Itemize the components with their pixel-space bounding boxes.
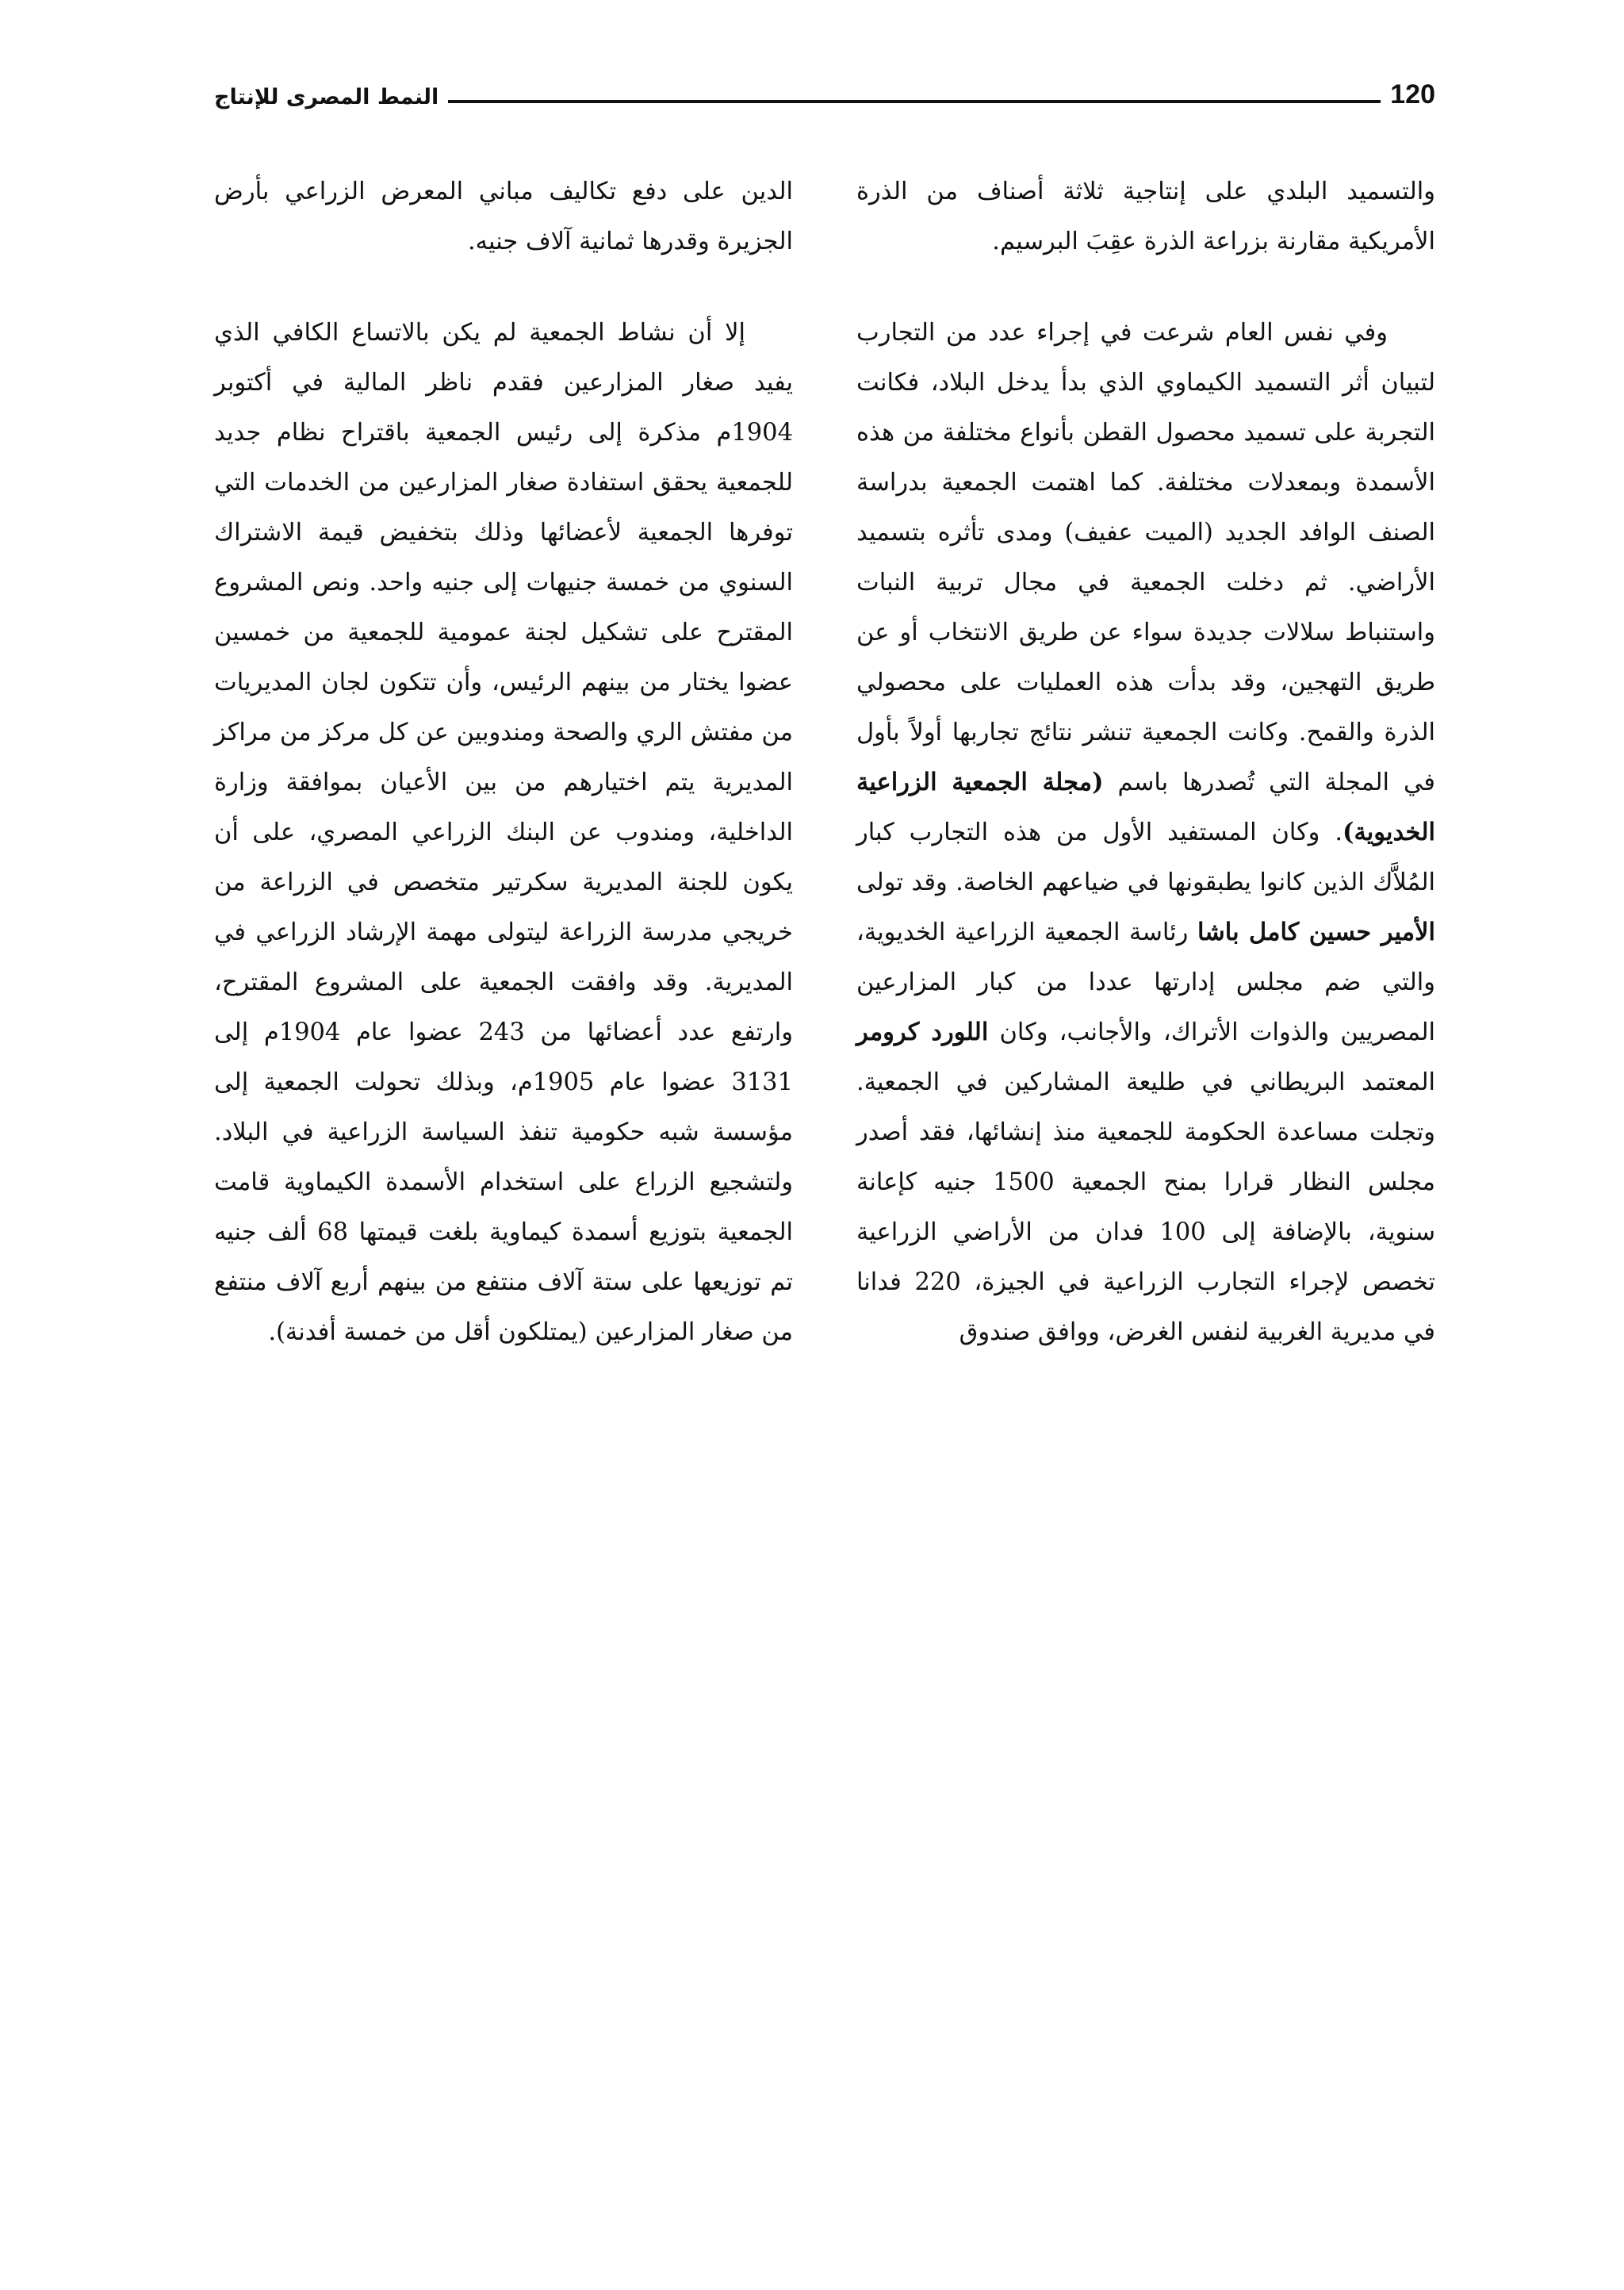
person-name: الأمير حسين كامل باشا <box>1197 918 1435 946</box>
running-header <box>214 70 1435 108</box>
right-column-paragraph-2 <box>856 308 1435 1357</box>
right-column-text: رئاسة الجمعية الزراعية الخديوية، والتي ضم مجلس إدارتها عددا من كبار المزارعين المصريين والذوات الأتراك، والأجانب، وكان <box>856 919 1435 1046</box>
right-column-text: وفي نفس العام شرعت في إجراء عدد من التجارب لتبيان أثر التسميد الكيماوي الذي بدأ يدخل البلاد، فكانت التجربة على تسميد محصول القطن بأنواع مختلفة من هذه الأسمدة وبمعدلات مختلفة. كما اهتمت الجمعية بدراسة الصنف الوافد الجديد (الميت عفيف) ومدى تأثره بتسميد الأراضي. ثم دخلت الجمعية في مجال تربية النبات واستنباط سلالات جديدة سواء عن طريق الانتخاب أو عن طريق التهجين، وقد بدأت هذه العمليات على محصولي الذرة والقمح. وكانت الجمعية تنشر نتائج تجاربها أولاً بأول في المجلة التي تُصدرها باسم <box>856 319 1435 796</box>
right-column-text: . وكان المستفيد الأول من هذه التجارب كبار المُلاَّك الذين كانوا يطبقونها في ضياعهم الخاصة. وقد تولى <box>856 819 1435 896</box>
journal-name: (مجلة الجمعية الزراعية الخديوية) <box>856 768 1435 846</box>
left-column <box>214 167 793 1357</box>
left-column-paragraph-1: الدين على دفع تكاليف مباني المعرض الزراعي بأرض الجزيرة وقدرها ثمانية آلاف جنيه. <box>214 178 793 255</box>
header-rule <box>448 100 1381 103</box>
page-number: 120 <box>1390 79 1435 109</box>
running-title: النمط المصرى للإنتاج <box>214 85 439 109</box>
right-column-paragraph-1: والتسميد البلدي على إنتاجية ثلاثة أصناف من الذرة الأمريكية مقارنة بزراعة الذرة عقِبَ البرسيم. <box>856 178 1435 255</box>
left-column-text: إلا أن نشاط الجمعية لم يكن بالاتساع الكافي الذي يفيد صغار المزارعين فقدم ناظر المالية في أكتوبر 1904م مذكرة إلى رئيس الجمعية باقتراح نظام جديد للجمعية يحقق استفادة صغار المزارعين من الخدمات التي توفرها الجمعية لأعضائها وذلك بتخفيض قيمة الاشتراك السنوي من خمسة جنيهات إلى جنيه واحد. ونص المشروع المقترح على تشكيل لجنة عمومية للجمعية من خمسين عضوا يختار من بينهم الرئيس، وأن تتكون لجان المديريات من مفتش الري والصحة ومندوبين عن كل مركز من مراكز المديرية يتم اختيارهم من بين الأعيان بموافقة وزارة الداخلية، ومندوب عن البنك الزراعي المصري، على أن يكون للجنة المديرية سكرتير متخصص في الزراعة من خريجي مدرسة الزراعة ليتولى مهمة الإرشاد الزراعي في المديرية. وقد وافقت الجمعية على المشروع المقترح، وارتفع عدد أعضائها من 243 عضوا عام 1904م إلى 3131 عضوا عام 1905م، وبذلك تحولت الجمعية إلى مؤسسة شبه حكومية تنفذ السياسة الزراعية في البلاد. ولتشجيع الزراع على استخدام الأسمدة الكيماوية قامت الجمعية بتوزيع أسمدة كيماوية بلغت قيمتها 68 ألف جنيه تم توزيعها على ستة آلاف منتفع من بينهم أربع آلاف منتفع من صغار المزارعين (يمتلكون أقل من خمسة أفدنة). <box>214 319 793 1346</box>
person-name: اللورد كرومر <box>856 1018 989 1046</box>
right-column-text: المعتمد البريطاني في طليعة المشاركين في الجمعية. وتجلت مساعدة الحكومة للجمعية منذ إنشائها، فقد أصدر مجلس النظار قرارا بمنح الجمعية 1500 جنيه كإعانة سنوية، بالإضافة إلى 100 فدان من الأراضي الزراعية تخصص لإجراء التجارب الزراعية في الجيزة، 220 فدانا في مديرية الغربية لنفس الغرض، ووافق صندوق <box>856 1068 1436 1346</box>
left-column-paragraph-2 <box>214 308 793 1357</box>
right-column <box>856 167 1435 1357</box>
